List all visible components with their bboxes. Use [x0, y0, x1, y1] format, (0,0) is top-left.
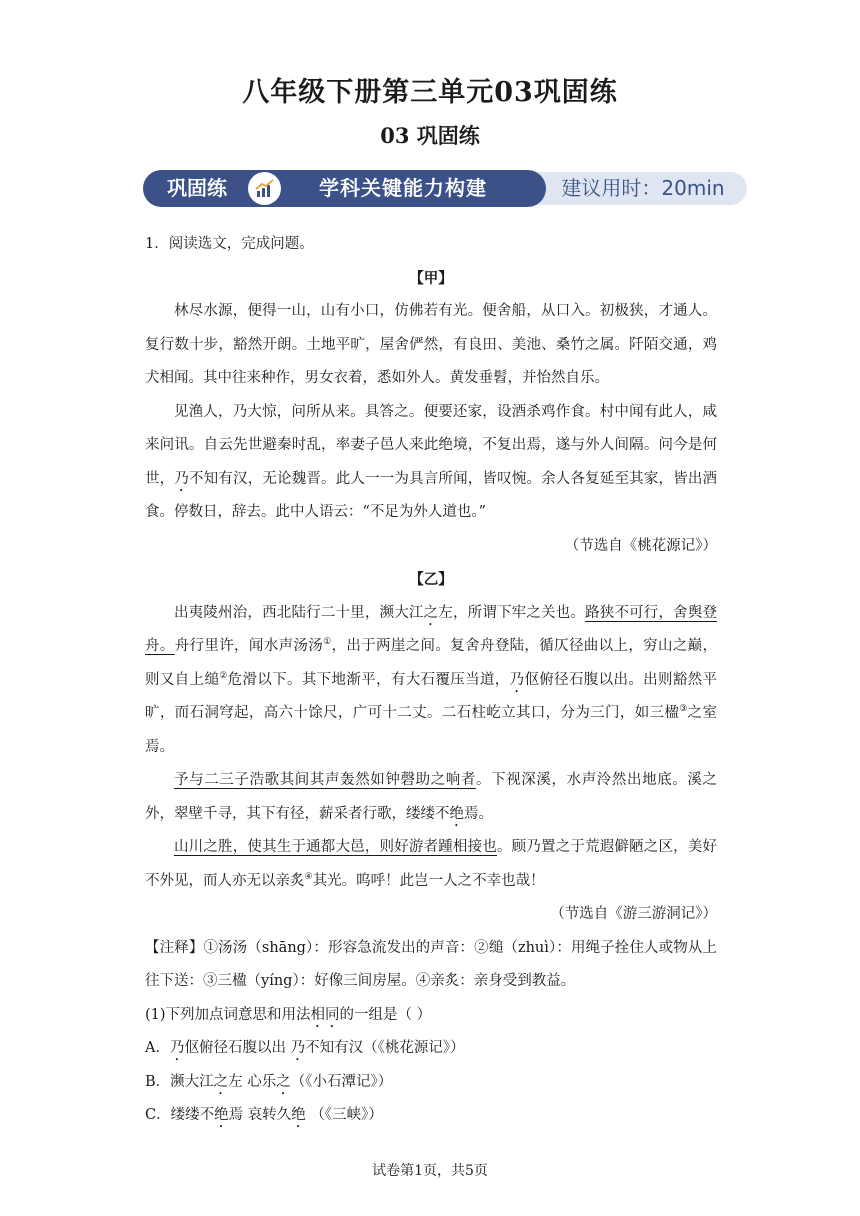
text-run: 不知有汉，无论魏晋。此人一一为具言所闻，皆叹惋。余人各复延至其家，皆出酒食。停数日，辞去。此中人语云：“不足为外人道也。” [145, 470, 717, 520]
question-body [145, 228, 717, 1133]
text-run: A． [145, 1040, 170, 1056]
option-a [145, 1032, 717, 1066]
dotted-word: 绝 [449, 805, 464, 822]
text-run: （《三峡》） [305, 1107, 383, 1123]
text-run: 。下视深溪，水声泠然出地底。溪之外，翠壁千寻，其下有径，薪采者行歌，缕缕不 [145, 772, 717, 822]
dotted-word: 绝 [214, 1107, 229, 1123]
banner-label: 巩固练 [167, 176, 227, 200]
text-run: (1)下列加点词意思和用法 [145, 1006, 311, 1023]
banner-suggested-time: 建议用时：20min [561, 176, 725, 200]
note-marker: ① [323, 637, 332, 648]
text-run: 危滑以下。其下地渐平，有大石覆压当道， [227, 671, 510, 688]
underlined-sentence: 山川之胜，使其生于通都大邑，则好游者踵相接也 [174, 839, 497, 855]
passage-yi-heading: 【乙】 [409, 571, 453, 588]
option-c [145, 1099, 717, 1133]
passage-jia-heading: 【甲】 [409, 269, 453, 287]
dotted-word: 之 [423, 604, 439, 621]
text-run: 舟行里许，闻水声汤汤 [174, 638, 324, 654]
dotted-word: 乃 [509, 671, 525, 688]
note-marker: ④ [304, 871, 313, 882]
text-run: 伛俯径石腹以出。出则豁然平旷，而石洞穹起，高六十馀尺，广可十二丈。二石柱屹立其口，分为三门，如三楹 [145, 671, 718, 721]
text-run: B．濒大江 [145, 1073, 214, 1090]
text-run: （《小石潭记》） [290, 1073, 393, 1090]
passage-jia-paragraph [145, 396, 717, 530]
text-run: 焉 哀转久 [228, 1107, 292, 1123]
chart-icon [248, 172, 281, 205]
annotation-notes: 【注释】①汤汤（shāng）：形容急流发出的声音：②缒（zhuì）：用绳子拴住人或物从上往下送：③三楹（yíng）：好像三间房屋。④亲炙：亲身受到教益。 [145, 939, 717, 989]
text-run: 左，所谓下牢之关也。 [438, 604, 586, 621]
section-banner [143, 170, 747, 207]
dotted-word: 相同 [310, 1006, 340, 1023]
text-run: C．缕缕不 [145, 1107, 215, 1123]
note-marker: ③ [679, 704, 688, 715]
document-title: 八年级下册第三单元03巩固练 [242, 77, 618, 108]
text-run: 之室焉。 [145, 705, 718, 755]
passage-yi-source: （节选自《游三游洞记》） [550, 906, 717, 922]
dotted-word: 之 [213, 1073, 229, 1090]
text-run: 。顾乃置之于荒遐僻陋之区，美好不外见，而人亦无以亲炙 [145, 839, 718, 889]
passage-yi-paragraph [145, 764, 717, 831]
note-marker: ② [219, 670, 228, 681]
underlined-sentence: 路狭不可行，舍舆登舟。 [145, 604, 718, 654]
passage-yi-paragraph [145, 831, 717, 898]
text-run: 焉。 [464, 805, 493, 822]
dotted-word: 之 [276, 1073, 291, 1090]
dotted-word: 乃 [290, 1040, 306, 1056]
text-run: 伛俯径石腹以出 [184, 1040, 291, 1056]
passage-jia-source: （节选自《桃花源记》） [564, 537, 717, 554]
text-run: 其光。呜呼！此岂一人之不幸也哉！ [312, 872, 545, 889]
text-run: 不知有汉（《桃花源记》） [305, 1040, 465, 1056]
passage-yi-paragraph [145, 597, 717, 765]
question-intro: 1．阅读选文，完成问题。 [145, 236, 314, 252]
dotted-word: 绝 [291, 1107, 306, 1123]
banner-heading: 学科关键能力构建 [319, 176, 487, 200]
dotted-word: 乃 [169, 1040, 185, 1056]
text-run: 左 心乐 [228, 1073, 277, 1090]
text-run: 见渔人，乃大惊，问所从来。具答之。便要还家，设酒杀鸡作食。村中闻有此人，咸来问讯。自云先世避秦时乱，率妻子邑人来此绝境，不复出焉，遂与外人间隔。问今是何世， [145, 403, 717, 487]
option-b [145, 1066, 717, 1100]
page-footer: 试卷第1页，共5页 [372, 1163, 488, 1179]
dotted-word: 乃 [174, 470, 190, 487]
underlined-sentence: 予与二三子浩歌其间其声轰然如钟磬助之响者 [174, 772, 476, 788]
text-run: 的一组是（ ） [339, 1006, 432, 1023]
text-run: 出夷陵州治，西北陆行二十里，濒大江 [174, 604, 424, 621]
text-run: ，出于两崖之间。复舍舟登陆，循仄径曲以上，穷山之巅，则又自上缒 [145, 638, 718, 688]
document-subtitle: 03 巩固练 [380, 123, 480, 148]
question-stem [145, 999, 717, 1033]
passage-jia-paragraph: 林尽水源，便得一山，山有小口，仿佛若有光。便舍船，从口入。初极狭，才通人。复行数十步，豁然开朗。土地平旷，屋舍俨然，有良田、美池、桑竹之属。阡陌交通，鸡犬相闻。其中往来种作，男女衣着，悉如外人。黄发垂髫，并怡然自乐。 [145, 303, 717, 386]
